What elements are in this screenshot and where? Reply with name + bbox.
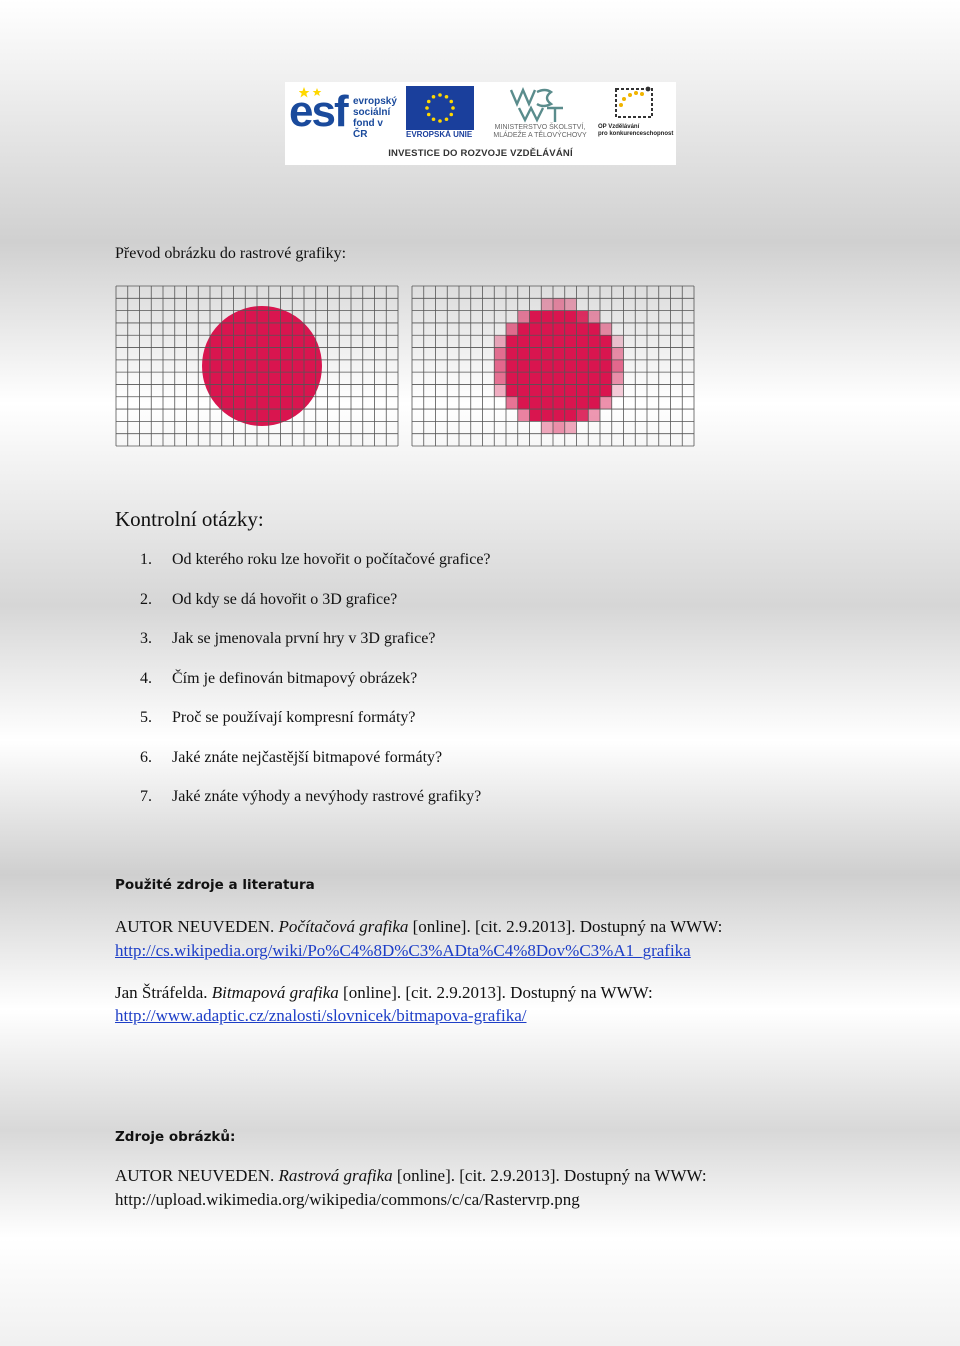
- raster-pixel: [541, 372, 553, 384]
- eu-star-icon: [438, 93, 442, 97]
- raster-pixel: [577, 323, 589, 335]
- raster-pixel: [530, 323, 542, 335]
- questions-heading: Kontrolní otázky:: [115, 507, 264, 531]
- raster-pixel: [553, 421, 565, 433]
- source-reference-2: [115, 983, 653, 1003]
- raster-pixel: [600, 323, 612, 335]
- ref-title: Rastrová grafika: [278, 1166, 393, 1185]
- image-source-reference-1: [115, 1166, 707, 1186]
- raster-pixel: [553, 409, 565, 421]
- raster-pixel: [553, 372, 565, 384]
- raster-pixel: [565, 421, 577, 433]
- raster-pixel: [600, 360, 612, 372]
- raster-pixel: [541, 397, 553, 409]
- raster-pixel: [588, 348, 600, 360]
- raster-pixel: [494, 372, 506, 384]
- question-text: Proč se používají kompresní formáty?: [172, 709, 416, 726]
- raster-pixel: [506, 372, 518, 384]
- raster-pixel: [518, 397, 530, 409]
- sources-heading: Použité zdroje a literatura: [115, 877, 315, 893]
- eu-star-icon: [425, 106, 429, 110]
- raster-pixel: [588, 397, 600, 409]
- raster-pixel: [553, 384, 565, 396]
- question-item: [140, 591, 397, 609]
- raster-pixel: [553, 360, 565, 372]
- raster-pixel: [577, 397, 589, 409]
- raster-pixel: [565, 372, 577, 384]
- msmt-label-line: MINISTERSTVO ŠKOLSTVÍ,: [494, 124, 586, 131]
- raster-pixel: [612, 384, 624, 396]
- image-sources-heading: Zdroje obrázků:: [115, 1129, 236, 1145]
- msmt-logo-icon: [507, 84, 567, 124]
- eu-star-icon: [451, 106, 455, 110]
- op-label: [598, 124, 678, 138]
- op-label-line: OP Vzdělávání: [598, 124, 640, 130]
- ref-title: Bitmapová grafika: [211, 983, 339, 1002]
- raster-pixel: [506, 348, 518, 360]
- banner-tagline: INVESTICE DO ROZVOJE VZDĚLÁVÁNÍ: [388, 148, 573, 159]
- esf-text: [353, 96, 397, 140]
- raster-circle-grid-image: [411, 285, 695, 447]
- raster-pixel: [588, 311, 600, 323]
- intro-text: Převod obrázku do rastrové grafiky:: [115, 245, 347, 262]
- raster-pixel: [577, 409, 589, 421]
- raster-pixel: [577, 372, 589, 384]
- raster-pixel: [553, 298, 565, 310]
- raster-pixel: [565, 335, 577, 347]
- esf-text-line: sociální: [353, 107, 391, 118]
- raster-pixel: [541, 323, 553, 335]
- raster-pixel: [553, 397, 565, 409]
- raster-pixel: [541, 298, 553, 310]
- raster-pixel: [518, 311, 530, 323]
- raster-pixel: [541, 421, 553, 433]
- raster-pixel: [577, 360, 589, 372]
- question-number: 1.: [140, 551, 152, 568]
- raster-pixel: [553, 348, 565, 360]
- question-item: [140, 670, 417, 688]
- raster-pixel: [588, 335, 600, 347]
- esf-logo: [289, 86, 397, 138]
- raster-pixel: [588, 360, 600, 372]
- raster-pixel: [530, 360, 542, 372]
- raster-pixel: [588, 409, 600, 421]
- question-item: [140, 709, 416, 727]
- raster-pixel: [530, 397, 542, 409]
- ref-details: [online]. [cit. 2.9.2013]. Dostupný na WWW:: [343, 983, 653, 1002]
- raster-pixel: [553, 311, 565, 323]
- raster-pixel: [506, 323, 518, 335]
- msmt-label: [481, 124, 599, 140]
- raster-pixel: [588, 372, 600, 384]
- raster-pixel: [506, 360, 518, 372]
- question-item: [140, 788, 481, 806]
- raster-pixel: [518, 372, 530, 384]
- raster-pixel: [553, 335, 565, 347]
- vector-circle-grid-image: [115, 285, 399, 447]
- raster-pixel: [541, 360, 553, 372]
- raster-pixel: [541, 335, 553, 347]
- raster-pixel: [518, 384, 530, 396]
- raster-pixel: [518, 335, 530, 347]
- raster-pixel: [506, 384, 518, 396]
- eu-star-icon: [432, 95, 436, 99]
- raster-pixel: [612, 335, 624, 347]
- raster-pixel: [565, 409, 577, 421]
- ref-details: [online]. [cit. 2.9.2013]. Dostupný na WWW:: [396, 1166, 707, 1185]
- ref-details: [online]. [cit. 2.9.2013]. Dostupný na WWW:: [412, 917, 723, 936]
- raster-pixel: [494, 348, 506, 360]
- question-item: [140, 551, 491, 569]
- question-item: [140, 749, 442, 767]
- raster-pixel: [577, 335, 589, 347]
- esf-text-line: fond v ČR: [353, 118, 383, 140]
- question-text: Jak se jmenovala první hry v 3D grafice?: [172, 630, 436, 647]
- raster-pixel: [577, 384, 589, 396]
- raster-pixel: [506, 397, 518, 409]
- question-number: 6.: [140, 749, 152, 766]
- eu-star-icon: [438, 119, 442, 123]
- raster-pixel: [541, 311, 553, 323]
- eu-star-icon: [449, 100, 453, 104]
- eu-star-icon: [432, 117, 436, 121]
- eu-star-icon: [445, 95, 449, 99]
- eu-flag-icon: [406, 86, 474, 130]
- raster-pixel: [565, 384, 577, 396]
- esf-mark: esf: [289, 87, 347, 136]
- raster-pixel: [577, 311, 589, 323]
- question-text: Od kterého roku lze hovořit o počítačové grafice?: [172, 551, 491, 568]
- eu-star-icon: [427, 113, 431, 117]
- eu-star-icon: [427, 100, 431, 104]
- raster-pixel: [530, 372, 542, 384]
- raster-pixel: [541, 348, 553, 360]
- source-reference-1: [115, 917, 722, 937]
- raster-pixel: [530, 384, 542, 396]
- raster-pixel: [577, 348, 589, 360]
- question-text: Jaké znáte nejčastější bitmapové formáty?: [172, 749, 443, 766]
- raster-pixel: [600, 384, 612, 396]
- question-number: 4.: [140, 670, 152, 687]
- ref-author: Jan Štráfelda.: [115, 983, 208, 1002]
- question-text: Čím je definován bitmapový obrázek?: [172, 670, 418, 687]
- op-logo-icon: [610, 85, 658, 121]
- raster-pixel: [588, 384, 600, 396]
- raster-pixel: [565, 323, 577, 335]
- question-number: 3.: [140, 630, 152, 647]
- raster-pixel: [565, 298, 577, 310]
- raster-pixel: [518, 409, 530, 421]
- esf-text-line: evropský: [353, 96, 397, 107]
- ref-author: AUTOR NEUVEDEN.: [115, 917, 275, 936]
- raster-pixel: [518, 348, 530, 360]
- question-item: [140, 630, 435, 648]
- raster-pixel: [530, 348, 542, 360]
- eu-label: EVROPSKÁ UNIE: [406, 130, 473, 139]
- raster-pixel: [612, 372, 624, 384]
- question-text: Jaké znáte výhody a nevýhody rastrové grafiky?: [172, 788, 482, 805]
- eu-star-icon: [449, 113, 453, 117]
- ref-author: AUTOR NEUVEDEN.: [115, 1166, 275, 1185]
- raster-pixel: [494, 335, 506, 347]
- source-link-1[interactable]: http://cs.wikipedia.org/wiki/Po%C4%8D%C3%ADta%C4%8Dov%C3%A1_grafika: [115, 941, 691, 960]
- raster-pixel: [565, 360, 577, 372]
- raster-pixel: [494, 384, 506, 396]
- raster-pixel: [612, 348, 624, 360]
- raster-pixel: [530, 335, 542, 347]
- raster-pixel: [530, 409, 542, 421]
- ref-title: Počítačová grafika: [278, 917, 409, 936]
- question-number: 5.: [140, 709, 152, 726]
- raster-pixel: [541, 384, 553, 396]
- raster-pixel: [612, 360, 624, 372]
- question-number: 2.: [140, 591, 152, 608]
- raster-pixel: [600, 348, 612, 360]
- raster-pixel: [506, 335, 518, 347]
- raster-pixel: [518, 360, 530, 372]
- raster-pixel: [565, 397, 577, 409]
- raster-pixel: [588, 323, 600, 335]
- raster-pixel: [600, 335, 612, 347]
- raster-pixel: [600, 397, 612, 409]
- raster-pixel: [541, 409, 553, 421]
- op-label-line: pro konkurenceschopnost: [598, 131, 674, 137]
- msmt-label-line: MLÁDEŽE A TĚLOVÝCHOVY: [493, 132, 587, 139]
- raster-pixel: [530, 311, 542, 323]
- logo-banner: [285, 82, 676, 165]
- eu-star-icon: [445, 117, 449, 121]
- source-link-2[interactable]: http://www.adaptic.cz/znalosti/slovnicek/bitmapova-grafika/: [115, 1006, 527, 1025]
- raster-pixel: [565, 311, 577, 323]
- raster-pixel: [553, 323, 565, 335]
- question-number: 7.: [140, 788, 152, 805]
- image-source-url-1: http://upload.wikimedia.org/wikipedia/commons/c/ca/Rastervrp.png: [115, 1190, 580, 1209]
- question-text: Od kdy se dá hovořit o 3D grafice?: [172, 591, 398, 608]
- raster-pixel: [565, 348, 577, 360]
- raster-pixel: [518, 323, 530, 335]
- raster-pixel: [494, 360, 506, 372]
- raster-pixel: [600, 372, 612, 384]
